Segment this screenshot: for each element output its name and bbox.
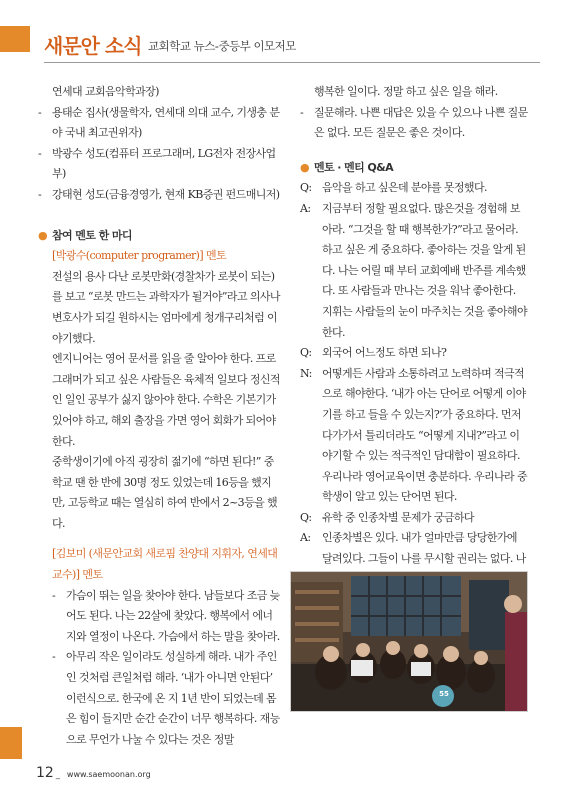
left-column [38,82,280,750]
paragraph: 엔지니어는 영어 문서를 읽을 줄 알아야 한다. 프로그래머가 되고 싶은 사람들은 육체적 일보다 정신적인 일인 공부가 싫지 않아야 한다. 수학은 기본기가 있어야 하고, 해외 출장을 가면 영어 회화가 되어야 한다. [52,352,280,448]
advice-text: 질문해라. 나쁜 대답은 있을 수 있으나 나쁜 질문은 없다. 모든 질문은 좋은 것이다. [314,105,528,140]
section-title: 새문안 소식 [44,34,142,58]
paragraph: 중학생이기에 아직 굉장히 젊기에 “하면 된다!” 중학교 땐 한 반에 30명 정도 있었는데 16등을 했지만, 고등학교 때는 열심히 하여 반에서 2~3등을 했다. [52,455,278,530]
list-item: - 용태순 집사(생물학자, 연세대 의대 교수, 기생충 분야 국내 최고권위자) [38,105,280,140]
list-item: - 박광수 성도(컴퓨터 프로그래머, LG전자 전장사업부) [38,146,276,181]
list-item: - 아무리 작은 일이라도 성실하게 해라. 내가 주인인 것처럼 큰일처럼 해라. ‘내가 아니면 안된다’ 이런식으로. 한국에 온 지 1년 반이 되었는데 몸은 힘이 들지만 순간 순간이 너무 행복하다. 재능으로 무언가 나눌 수 있다는 것은 정말 [52,650,280,746]
list-item: - 가슴이 뛰는 일을 찾아야 한다. 남들보다 조금 늦어도 된다. 나는 22살에 찾았다. 행복에서 에너지와 열정이 나온다. 가슴에서 하는 말을 찾아라. [52,588,280,643]
advice-text: 가슴이 뛰는 일을 찾아야 한다. 남들보다 조금 늦어도 된다. 나는 22살에 찾았다. 행복에서 에너지와 열정이 나온다. 가슴에서 하는 말을 찾아라. [66,588,280,643]
intro-line: 연세대 교회음악학과장) [52,85,159,98]
person-entry: 강태현 성도(금융경영가, 현재 KB증권 펀드매니저) [52,187,280,201]
advice-text: 아무리 작은 일이라도 성실하게 해라. 내가 주인인 것처럼 큰일처럼 해라. ‘내가 아니면 안된다’ 이런식으로. 한국에 온 지 1년 반이 되었는데 몸은 힘이 들지만 순간 순간이 너무 행복하다. 재능으로 무언가 나눌 수 있다는 것은 정말 [66,650,280,746]
paragraph: 전설의 용사 다난 로봇만화(경찰차가 로봇이 되는)를 보고 “로봇 만드는 과학자가 될거야”라고 의사나 변호사가 되길 원하시는 엄마에게 청개구리처럼 이야기했다. [52,269,280,345]
list-item: - 강태현 성도(금융경영가, 현재 KB증권 펀드매니저) [38,187,280,201]
person-entry: 용태순 집사(생물학자, 연세대 의대 교수, 기생충 분야 국내 최고권위자) [52,105,280,140]
qa-entry: Q: 유학 중 인종차별 문제가 궁금하다 [300,510,474,524]
mentor1-name: [박광수(computer programer)] 멘토 [52,249,226,263]
footer-accent-bar [0,727,22,759]
mentor-comments-heading: ● 참여 멘토 한 마디 [38,228,132,242]
mentor2-name: [김보미 (새문안교회 새로핌 찬양대 지휘자, 연세대 교수)] 멘토 [52,547,278,582]
qa-entry: N: 어떻게든 사람과 소통하려고 노력하며 적극적으로 해야한다. ‘내가 아는 단어로 어떻게 이야기를 하고 들을 수 있는지?’가 중요하다. 먼저 다가가서 틀리더라도 “어떻게 지내?”라고 이야기할 수 있는 적극적인 담대함이 필요하다. 우리나라 영어교육이면 충분하다. 우리나라 중학생이 알고 있는 단어면 된다. [300,366,527,504]
qa-entry: Q: 음악을 하고 싶은데 분야를 못정했다. [300,181,487,195]
footer-separator: _ [55,770,60,779]
continuation-line: 행복한 일이다. 정말 하고 싶은 일을 해라. [314,85,498,98]
qa-entry: A: 지금부터 정할 필요없다. 많은것을 경험해 보아라. “그것을 할 때 행복한가?”라고 물어라. 하고 싶은 게 중요하다. 좋아하는 것을 알게 된다. 나는 어릴 때 부터 교회예배 반주를 계속했다. 또 사람들과 만나는 것을 워낙 좋아한다. 지휘는 사람들의 눈이 마주치는 것을 좋아해야 한다. [300,201,527,339]
footer-url: www.saemoonan.org [66,770,151,779]
qa-entry: Q: 외국어 어느정도 하면 되나? [300,346,447,360]
qa-heading: ● 멘토 · 멘티 Q&A [300,160,394,174]
page-footer [36,762,151,781]
header-divider [44,62,540,63]
photo-illustration [291,572,527,711]
bullet-dot-icon: ● [300,160,309,174]
event-photo [290,571,528,712]
photo-badge: 55 [439,690,449,698]
header-accent-bar [0,26,30,52]
bullet-dot-icon: ● [38,228,47,242]
page-header [0,0,581,62]
page-number: 12 [36,765,54,781]
person-entry: 박광수 성도(컴퓨터 프로그래머, LG전자 전장사업부) [52,146,276,181]
section-subtitle: 교회학교 뉴스-중등부 이모저모 [148,39,296,53]
list-item: - 질문해라. 나쁜 대답은 있을 수 있으나 나쁜 질문은 없다. 모든 질문은 좋은 것이다. [300,105,528,140]
qa-entry: A: 인종차별은 있다. 내가 얼마만큼 당당한가에 달려있다. 그들이 나를 무시할 권리는 없다. 나 [300,531,526,566]
right-column [300,82,528,590]
